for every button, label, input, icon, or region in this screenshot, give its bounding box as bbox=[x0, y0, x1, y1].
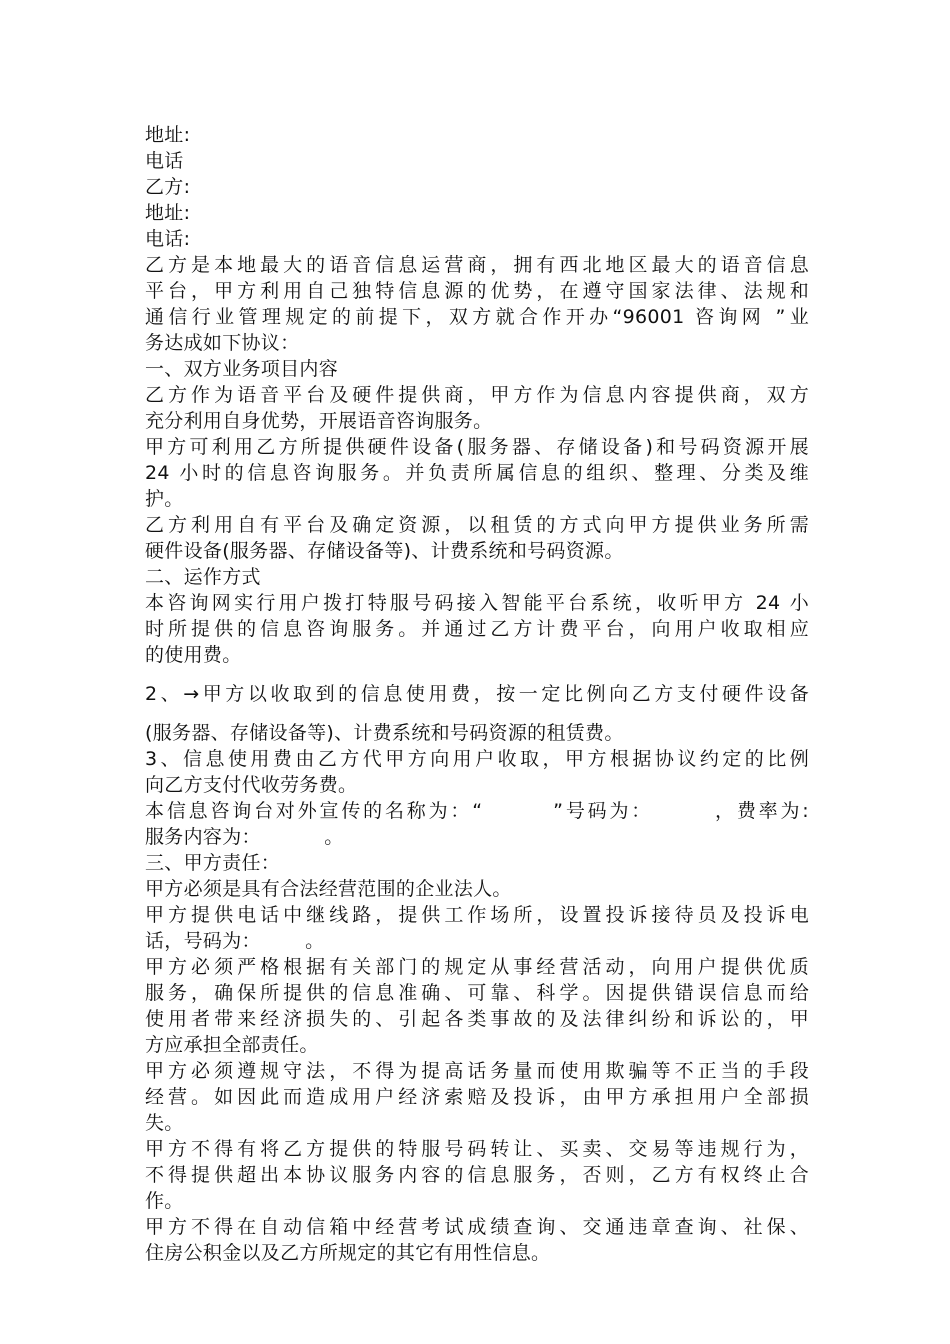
text-line: 经营。如因此而造成用户经济索赔及投诉，由甲方承担用户全部损 bbox=[145, 1086, 809, 1108]
text-line: 甲方必须遵规守法，不得为提高话务量而使用欺骗等不正当的手段 bbox=[145, 1060, 809, 1082]
text-line: 甲方必须是具有合法经营范围的企业法人。 bbox=[145, 878, 512, 900]
section-heading: 一、双方业务项目内容 bbox=[145, 358, 339, 380]
text-line: 甲方不得有将乙方提供的特服号码转让、买卖、交易等违规行为， bbox=[145, 1138, 809, 1160]
text-line: 甲方可利用乙方所提供硬件设备(服务器、存储设备)和号码资源开展 bbox=[145, 436, 809, 458]
text-line: 乙方: bbox=[145, 176, 191, 198]
text-line: 硬件设备(服务器、存储设备等)、计费系统和号码资源。 bbox=[145, 540, 624, 562]
paragraph-gap bbox=[145, 668, 809, 681]
text-line: 住房公积金以及乙方所规定的其它有用性信息。 bbox=[145, 1242, 551, 1264]
text-line: 本信息咨询台对外宣传的名称为：“ ”号码为： ，费率为: bbox=[145, 800, 809, 822]
text-line: (服务器、存储设备等)、计费系统和号码资源的租赁费。 bbox=[145, 722, 624, 744]
text-line: 使用者带来经济损失的、引起各类事故的及法律纠纷和诉讼的，甲 bbox=[145, 1008, 809, 1030]
text-line: 务达成如下协议： bbox=[145, 332, 300, 354]
text-line: 乙方是本地最大的语音信息运营商，拥有西北地区最大的语音信息 bbox=[145, 254, 809, 276]
section-heading: 二、运作方式 bbox=[145, 566, 261, 588]
text-line: 2、→甲方以收取到的信息使用费，按一定比例向乙方支付硬件设备 bbox=[145, 683, 809, 705]
text-line: 地址: bbox=[145, 202, 191, 224]
text-line: 本咨询网实行用户拨打特服号码接入智能平台系统，收听甲方 24 小 bbox=[145, 592, 809, 614]
text-line: 的使用费。 bbox=[145, 644, 242, 666]
text-line: 方应承担全部责任。 bbox=[145, 1034, 319, 1056]
section-heading: 三、甲方责任： bbox=[145, 852, 281, 874]
text-line: 服务，确保所提供的信息准确、可靠、科学。因提供错误信息而给 bbox=[145, 982, 809, 1004]
text-line: 甲方提供电话中继线路，提供工作场所，设置投诉接待员及投诉电 bbox=[145, 904, 809, 926]
text-line: 24 小时的信息咨询服务。并负责所属信息的组织、整理、分类及维 bbox=[145, 462, 809, 484]
text-line: 甲方不得在自动信箱中经营考试成绩查询、交通违章查询、社保、 bbox=[145, 1216, 809, 1238]
text-line: 失。 bbox=[145, 1112, 184, 1134]
text-line: 平台，甲方利用自己独特信息源的优势，在遵守国家法律、法规和 bbox=[145, 280, 809, 302]
text-line: 不得提供超出本协议服务内容的信息服务，否则，乙方有权终止合 bbox=[145, 1164, 809, 1186]
paragraph-gap bbox=[145, 707, 809, 720]
text-line: 时所提供的信息咨询服务。并通过乙方计费平台，向用户收取相应 bbox=[145, 618, 809, 640]
text-line: 乙方利用自有平台及确定资源，以租赁的方式向甲方提供业务所需 bbox=[145, 514, 809, 536]
text-line: 服务内容为： 。 bbox=[145, 826, 344, 848]
text-line: 电话 bbox=[145, 150, 184, 172]
text-line: 话，号码为： 。 bbox=[145, 930, 325, 952]
text-line: 作。 bbox=[145, 1190, 184, 1212]
text-line: 电话: bbox=[145, 228, 191, 250]
text-line: 通信行业管理规定的前提下，双方就合作开办“96001 咨询网 ”业 bbox=[145, 306, 809, 328]
text-line: 地址: bbox=[145, 124, 191, 146]
document-body bbox=[145, 122, 809, 1266]
text-line: 甲方必须严格根据有关部门的规定从事经营活动，向用户提供优质 bbox=[145, 956, 809, 978]
text-line: 护。 bbox=[145, 488, 184, 510]
text-line: 3、信息使用费由乙方代甲方向用户收取，甲方根据协议约定的比例 bbox=[145, 748, 809, 770]
text-line: 充分利用自身优势，开展语音咨询服务。 bbox=[145, 410, 493, 432]
text-line: 乙方作为语音平台及硬件提供商，甲方作为信息内容提供商，双方 bbox=[145, 384, 809, 406]
text-line: 向乙方支付代收劳务费。 bbox=[145, 774, 358, 796]
